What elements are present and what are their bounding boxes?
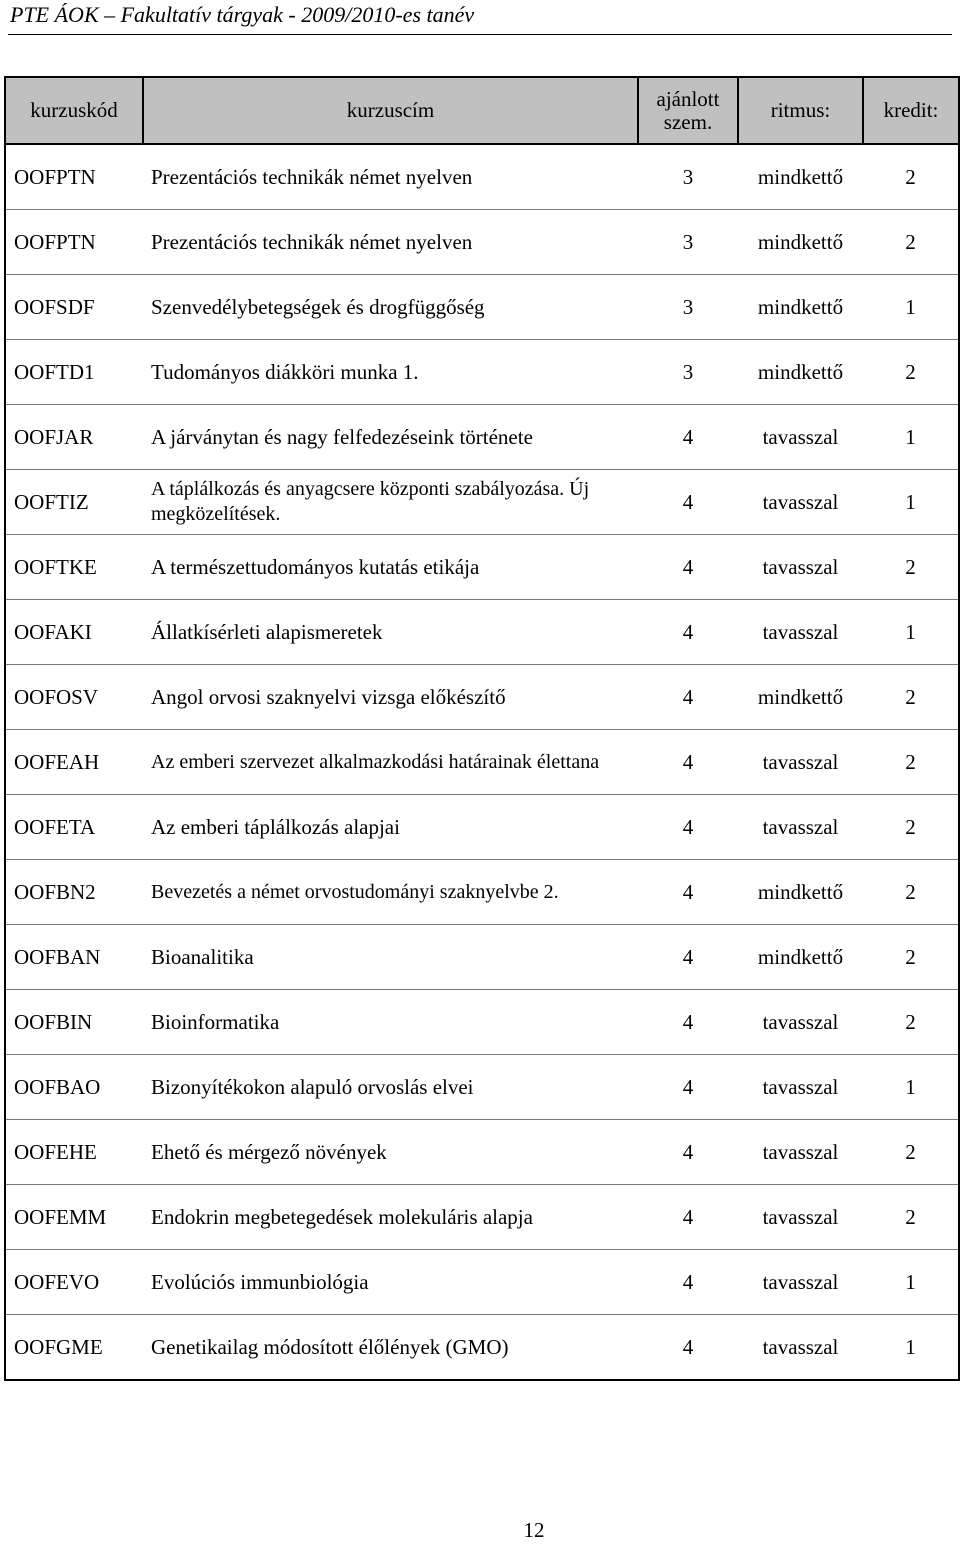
- credit-cell: 1: [863, 1055, 959, 1120]
- recommended-semester-cell: 4: [638, 600, 738, 665]
- rhythm-cell: tavasszal: [738, 1120, 863, 1185]
- rhythm-cell: tavasszal: [738, 730, 863, 795]
- table-row: [5, 925, 959, 990]
- recommended-semester-cell: 4: [638, 1315, 738, 1381]
- table-row: [5, 1315, 959, 1381]
- recommended-semester-cell: 4: [638, 535, 738, 600]
- recommended-semester-cell: 4: [638, 1120, 738, 1185]
- rhythm-cell: tavasszal: [738, 1250, 863, 1315]
- credit-cell: 1: [863, 1250, 959, 1315]
- recommended-semester-cell: 4: [638, 1185, 738, 1250]
- credit-cell: 2: [863, 1185, 959, 1250]
- course-code-cell: OOFTD1: [5, 340, 143, 405]
- course-code-cell: OOFTKE: [5, 535, 143, 600]
- course-code-cell: OOFAKI: [5, 600, 143, 665]
- course-title-cell: Az emberi szervezet alkalmazkodási határainak élettana: [143, 730, 638, 795]
- course-title-cell: Evolúciós immunbiológia: [143, 1250, 638, 1315]
- course-code-cell: OOFPTN: [5, 210, 143, 275]
- rhythm-cell: tavasszal: [738, 470, 863, 535]
- course-title-cell: Szenvedélybetegségek és drogfüggőség: [143, 275, 638, 340]
- rhythm-cell: tavasszal: [738, 1055, 863, 1120]
- course-title-cell: Prezentációs technikák német nyelven: [143, 210, 638, 275]
- table-row: [5, 144, 959, 210]
- recommended-semester-cell: 4: [638, 860, 738, 925]
- credit-cell: 1: [863, 275, 959, 340]
- course-code-cell: OOFEAH: [5, 730, 143, 795]
- column-header-title: kurzuscím: [143, 77, 638, 144]
- credit-cell: 2: [863, 925, 959, 990]
- course-code-cell: OOFBIN: [5, 990, 143, 1055]
- course-code-cell: OOFEVO: [5, 1250, 143, 1315]
- recommended-semester-cell: 4: [638, 665, 738, 730]
- course-code-cell: OOFETA: [5, 795, 143, 860]
- credit-cell: 1: [863, 1315, 959, 1381]
- course-title-cell: Endokrin megbetegedések molekuláris alapja: [143, 1185, 638, 1250]
- page-number: 12: [523, 1518, 545, 1542]
- rhythm-cell: tavasszal: [738, 405, 863, 470]
- rhythm-cell: tavasszal: [738, 1315, 863, 1381]
- credit-cell: 1: [863, 600, 959, 665]
- rhythm-cell: mindkettő: [738, 275, 863, 340]
- table-row: [5, 665, 959, 730]
- rhythm-cell: tavasszal: [738, 1185, 863, 1250]
- column-header-semester-line1: ajánlott: [656, 87, 720, 112]
- table-row: [5, 990, 959, 1055]
- page-header-title: PTE ÁOK – Fakultatív tárgyak - 2009/2010-es tanév: [10, 2, 475, 27]
- rhythm-cell: tavasszal: [738, 600, 863, 665]
- course-title-cell: Genetikailag módosított élőlények (GMO): [143, 1315, 638, 1381]
- credit-cell: 2: [863, 860, 959, 925]
- recommended-semester-cell: 4: [638, 795, 738, 860]
- rhythm-cell: mindkettő: [738, 925, 863, 990]
- credit-cell: 2: [863, 795, 959, 860]
- table-row: [5, 535, 959, 600]
- credit-cell: 2: [863, 665, 959, 730]
- rhythm-cell: tavasszal: [738, 535, 863, 600]
- credit-cell: 2: [863, 535, 959, 600]
- course-title-cell: Tudományos diákköri munka 1.: [143, 340, 638, 405]
- course-title-cell: A járványtan és nagy felfedezéseink története: [143, 405, 638, 470]
- rhythm-cell: mindkettő: [738, 665, 863, 730]
- credit-cell: 2: [863, 340, 959, 405]
- course-title-cell: Angol orvosi szaknyelvi vizsga előkészítő: [143, 665, 638, 730]
- credit-cell: 1: [863, 405, 959, 470]
- table-row: [5, 470, 959, 535]
- credit-cell: 2: [863, 1120, 959, 1185]
- rhythm-cell: mindkettő: [738, 860, 863, 925]
- recommended-semester-cell: 4: [638, 1055, 738, 1120]
- course-title-cell: Bioanalitika: [143, 925, 638, 990]
- recommended-semester-cell: 4: [638, 925, 738, 990]
- table-row: [5, 405, 959, 470]
- table-row: [5, 275, 959, 340]
- recommended-semester-cell: 3: [638, 210, 738, 275]
- course-title-cell: Prezentációs technikák német nyelven: [143, 144, 638, 210]
- course-code-cell: OOFGME: [5, 1315, 143, 1381]
- table-row: [5, 600, 959, 665]
- table-row: [5, 860, 959, 925]
- course-title-cell: A természettudományos kutatás etikája: [143, 535, 638, 600]
- course-code-cell: OOFEHE: [5, 1120, 143, 1185]
- rhythm-cell: mindkettő: [738, 340, 863, 405]
- recommended-semester-cell: 4: [638, 405, 738, 470]
- table-header-row: [5, 77, 959, 144]
- column-header-credit: kredit:: [863, 77, 959, 144]
- column-header-semester-line2: szem.: [663, 109, 713, 134]
- course-code-cell: OOFTIZ: [5, 470, 143, 535]
- recommended-semester-cell: 3: [638, 144, 738, 210]
- courses-table: [4, 76, 960, 1381]
- header-rule: [8, 34, 952, 35]
- course-title-cell: Az emberi táplálkozás alapjai: [143, 795, 638, 860]
- credit-cell: 2: [863, 144, 959, 210]
- recommended-semester-cell: 3: [638, 340, 738, 405]
- recommended-semester-cell: 4: [638, 1250, 738, 1315]
- column-header-semester: [638, 77, 738, 144]
- course-code-cell: OOFEMM: [5, 1185, 143, 1250]
- course-title-cell: Bizonyítékokon alapuló orvoslás elvei: [143, 1055, 638, 1120]
- recommended-semester-cell: 3: [638, 275, 738, 340]
- recommended-semester-cell: 4: [638, 730, 738, 795]
- course-title-cell: A táplálkozás és anyagcsere központi szabályozása. Új megközelítések.: [143, 470, 638, 535]
- rhythm-cell: mindkettő: [738, 210, 863, 275]
- course-code-cell: OOFPTN: [5, 144, 143, 210]
- table-row: [5, 340, 959, 405]
- course-code-cell: OOFSDF: [5, 275, 143, 340]
- column-header-code: kurzuskód: [5, 77, 143, 144]
- table-row: [5, 795, 959, 860]
- rhythm-cell: tavasszal: [738, 990, 863, 1055]
- course-title-cell: Ehető és mérgező növények: [143, 1120, 638, 1185]
- recommended-semester-cell: 4: [638, 990, 738, 1055]
- column-header-rhythm: ritmus:: [738, 77, 863, 144]
- credit-cell: 1: [863, 470, 959, 535]
- table-row: [5, 730, 959, 795]
- course-code-cell: OOFBN2: [5, 860, 143, 925]
- table-row: [5, 1055, 959, 1120]
- table-row: [5, 1120, 959, 1185]
- recommended-semester-cell: 4: [638, 470, 738, 535]
- course-title-cell: Bevezetés a német orvostudományi szaknyelvbe 2.: [143, 860, 638, 925]
- credit-cell: 2: [863, 210, 959, 275]
- credit-cell: 2: [863, 990, 959, 1055]
- course-title-cell: Állatkísérleti alapismeretek: [143, 600, 638, 665]
- course-code-cell: OOFBAO: [5, 1055, 143, 1120]
- course-title-cell: Bioinformatika: [143, 990, 638, 1055]
- course-code-cell: OOFBAN: [5, 925, 143, 990]
- course-code-cell: OOFJAR: [5, 405, 143, 470]
- rhythm-cell: tavasszal: [738, 795, 863, 860]
- table-row: [5, 1185, 959, 1250]
- table-row: [5, 1250, 959, 1315]
- rhythm-cell: mindkettő: [738, 144, 863, 210]
- course-code-cell: OOFOSV: [5, 665, 143, 730]
- credit-cell: 2: [863, 730, 959, 795]
- table-row: [5, 210, 959, 275]
